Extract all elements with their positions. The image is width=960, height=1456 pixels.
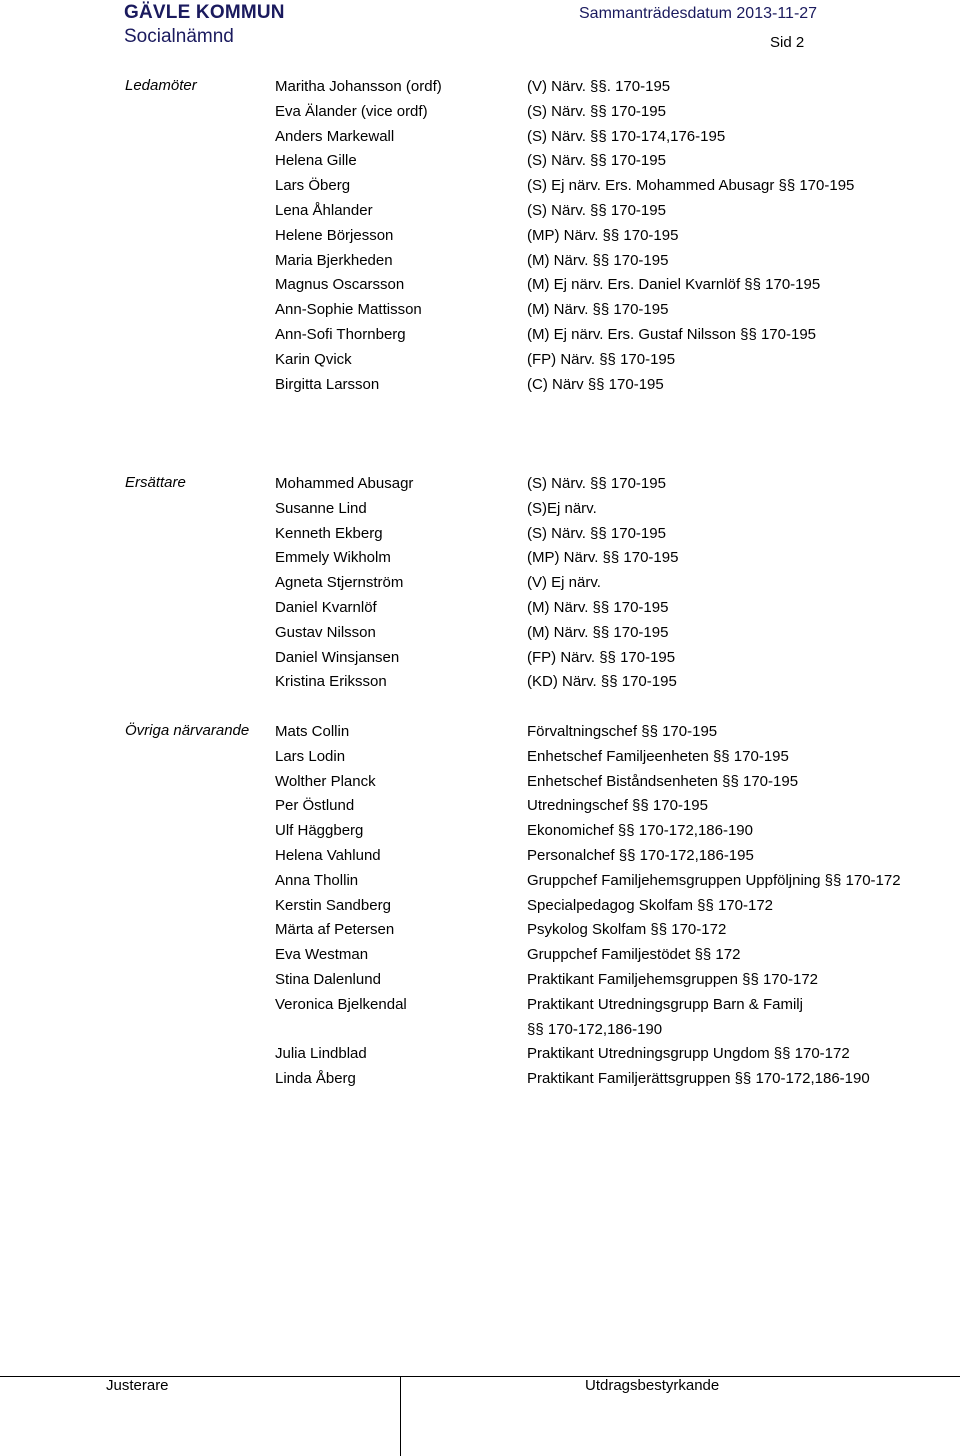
attendee-name: Gustav Nilsson [275, 623, 376, 641]
attendee-name: Wolther Planck [275, 772, 376, 790]
attendee-status: Förvaltningschef §§ 170-195 [527, 723, 718, 740]
attendee-name: Anna Thollin [275, 871, 359, 889]
attendee-status: Specialpedagog Skolfam §§ 170-172 [527, 896, 774, 914]
attendee-row [0, 945, 960, 970]
attendee-row [0, 548, 960, 573]
attendee-row [0, 846, 960, 871]
attendee-row [0, 1020, 960, 1045]
members-section [0, 77, 960, 399]
attendee-row [0, 1044, 960, 1069]
attendee-status: (M) Ej närv. Ers. Daniel Kvarnlöf §§ 170-195 [527, 276, 821, 294]
attendee-status: (S) Närv. §§ 170-195 [527, 201, 666, 219]
attendee-name: Agneta Stjernström [275, 574, 404, 592]
attendee-row [0, 573, 960, 598]
section-label: Övriga närvarande [125, 722, 250, 739]
attendee-row [0, 747, 960, 772]
attendee-row [0, 871, 960, 896]
attendee-row [0, 722, 960, 747]
attendee-row [0, 474, 960, 499]
attendee-name: Helene Börjesson [275, 226, 394, 244]
footer-column-divider [400, 1376, 401, 1456]
attendee-row [0, 176, 960, 201]
attendee-name: Ulf Häggberg [275, 822, 364, 840]
attendee-status: (M) Närv. §§ 170-195 [527, 251, 669, 269]
attendee-status: Enhetschef Familjeenheten §§ 170-195 [527, 747, 789, 765]
attendee-name: Helena Gille [275, 152, 357, 170]
attendee-status: (S) Närv. §§ 170-195 [527, 102, 666, 120]
attendee-name: Kerstin Sandberg [275, 896, 391, 914]
attendee-row [0, 821, 960, 846]
attendee-status: Gruppchef Familjestödet §§ 172 [527, 946, 741, 964]
attendee-name: Stina Dalenlund [275, 970, 381, 988]
attendee-name: Emmely Wikholm [275, 549, 391, 567]
attendee-status: (KD) Närv. §§ 170-195 [527, 673, 677, 691]
attendee-name: Lena Åhlander [275, 201, 373, 219]
attendee-row [0, 201, 960, 226]
attendee-row [0, 796, 960, 821]
attendee-row [0, 970, 960, 995]
others-present-section [0, 722, 960, 1094]
section-label: Ersättare [125, 474, 186, 491]
page-number: Sid 2 [770, 34, 805, 51]
attendee-status: Personalchef §§ 170-172,186-195 [527, 846, 754, 864]
department-name: Socialnämnd [124, 26, 234, 47]
attendee-row [0, 300, 960, 325]
attendee-status: Ekonomichef §§ 170-172,186-190 [527, 822, 753, 840]
attendee-name: Ann-Sophie Mattisson [275, 301, 422, 319]
attendee-status: (V) Ej närv. [527, 574, 601, 592]
footer-adjuster-label: Justerare [106, 1377, 169, 1394]
attendee-row [0, 672, 960, 697]
attendee-status: (MP) Närv. §§ 170-195 [527, 226, 679, 244]
attendee-row [0, 251, 960, 276]
attendee-row [0, 350, 960, 375]
attendee-status: Praktikant Utredningsgrupp Barn & Familj [527, 995, 803, 1013]
footer-certification-label: Utdragsbestyrkande [585, 1377, 720, 1394]
attendee-status: (S) Ej närv. Ers. Mohammed Abusagr §§ 170-195 [527, 177, 855, 195]
attendee-row [0, 598, 960, 623]
attendee-status: Praktikant Familjehemsgruppen §§ 170-172 [527, 970, 818, 988]
attendee-row [0, 275, 960, 300]
attendee-row [0, 151, 960, 176]
attendee-name: Eva Älander (vice ordf) [275, 102, 428, 120]
attendee-status: (S) Närv. §§ 170-195 [527, 524, 666, 542]
attendee-name: Helena Vahlund [275, 846, 381, 864]
attendee-status: (M) Närv. §§ 170-195 [527, 301, 669, 319]
attendee-status: (V) Närv. §§. 170-195 [527, 78, 671, 95]
attendee-status: Praktikant Utredningsgrupp Ungdom §§ 170-172 [527, 1045, 850, 1063]
attendee-row [0, 524, 960, 549]
attendee-row [0, 995, 960, 1020]
attendee-status: (S) Närv. §§ 170-195 [527, 152, 666, 170]
attendee-name: Maritha Johansson (ordf) [275, 78, 442, 95]
attendee-row [0, 325, 960, 350]
attendee-name: Ann-Sofi Thornberg [275, 325, 406, 343]
attendee-name: Anders Markewall [275, 127, 395, 145]
attendee-name: Per Östlund [275, 797, 355, 815]
attendee-row [0, 102, 960, 127]
attendee-status: (FP) Närv. §§ 170-195 [527, 350, 676, 368]
attendee-name: Eva Westman [275, 946, 369, 964]
attendee-name: Mohammed Abusagr [275, 475, 414, 492]
attendee-row [0, 226, 960, 251]
attendee-status: (C) Närv §§ 170-195 [527, 375, 664, 393]
attendee-name: Daniel Winsjansen [275, 648, 400, 666]
attendee-row [0, 1069, 960, 1094]
attendee-status: (FP) Närv. §§ 170-195 [527, 648, 676, 666]
attendee-name: Veronica Bjelkendal [275, 995, 407, 1013]
attendee-row [0, 499, 960, 524]
attendee-row [0, 896, 960, 921]
attendee-name: Kristina Eriksson [275, 673, 387, 691]
attendee-status: Psykolog Skolfam §§ 170-172 [527, 921, 727, 939]
attendee-status: (M) Närv. §§ 170-195 [527, 598, 669, 616]
attendee-name: Julia Lindblad [275, 1045, 367, 1063]
attendee-status: (M) Närv. §§ 170-195 [527, 623, 669, 641]
attendee-status: §§ 170-172,186-190 [527, 1020, 663, 1038]
attendee-name: Birgitta Larsson [275, 375, 380, 393]
organization-name: GÄVLE KOMMUN [124, 2, 285, 23]
attendee-name: Karin Qvick [275, 350, 352, 368]
attendee-name: Lars Lodin [275, 747, 346, 765]
attendee-name: Daniel Kvarnlöf [275, 598, 377, 616]
attendee-name: Mats Collin [275, 723, 350, 740]
attendee-status: (MP) Närv. §§ 170-195 [527, 549, 679, 567]
attendee-row [0, 648, 960, 673]
attendee-status: Utredningschef §§ 170-195 [527, 797, 708, 815]
attendee-name: Magnus Oscarsson [275, 276, 405, 294]
attendee-row [0, 772, 960, 797]
attendee-status: Praktikant Familjerättsgruppen §§ 170-172,186-190 [527, 1070, 870, 1088]
attendee-row [0, 920, 960, 945]
attendee-status: Gruppchef Familjehemsgruppen Uppföljning §§ 170-172 [527, 871, 901, 889]
attendee-name: Kenneth Ekberg [275, 524, 383, 542]
attendee-name: Susanne Lind [275, 499, 367, 517]
attendee-status: (S) Närv. §§ 170-174,176-195 [527, 127, 726, 145]
attendee-status: (S)Ej närv. [527, 499, 597, 517]
attendee-name: Maria Bjerkheden [275, 251, 393, 269]
attendee-name: Lars Öberg [275, 177, 351, 195]
attendee-row [0, 77, 960, 102]
substitutes-section [0, 474, 960, 697]
attendee-row [0, 375, 960, 400]
attendee-name: Märta af Petersen [275, 921, 395, 939]
attendee-row [0, 623, 960, 648]
attendee-row [0, 127, 960, 152]
attendee-status: (S) Närv. §§ 170-195 [527, 475, 666, 492]
attendee-name: Linda Åberg [275, 1070, 356, 1088]
attendee-status: (M) Ej närv. Ers. Gustaf Nilsson §§ 170-195 [527, 325, 816, 343]
section-label: Ledamöter [125, 77, 197, 94]
attendee-status: Enhetschef Biståndsenheten §§ 170-195 [527, 772, 799, 790]
meeting-date: Sammanträdesdatum 2013-11-27 [579, 5, 818, 22]
